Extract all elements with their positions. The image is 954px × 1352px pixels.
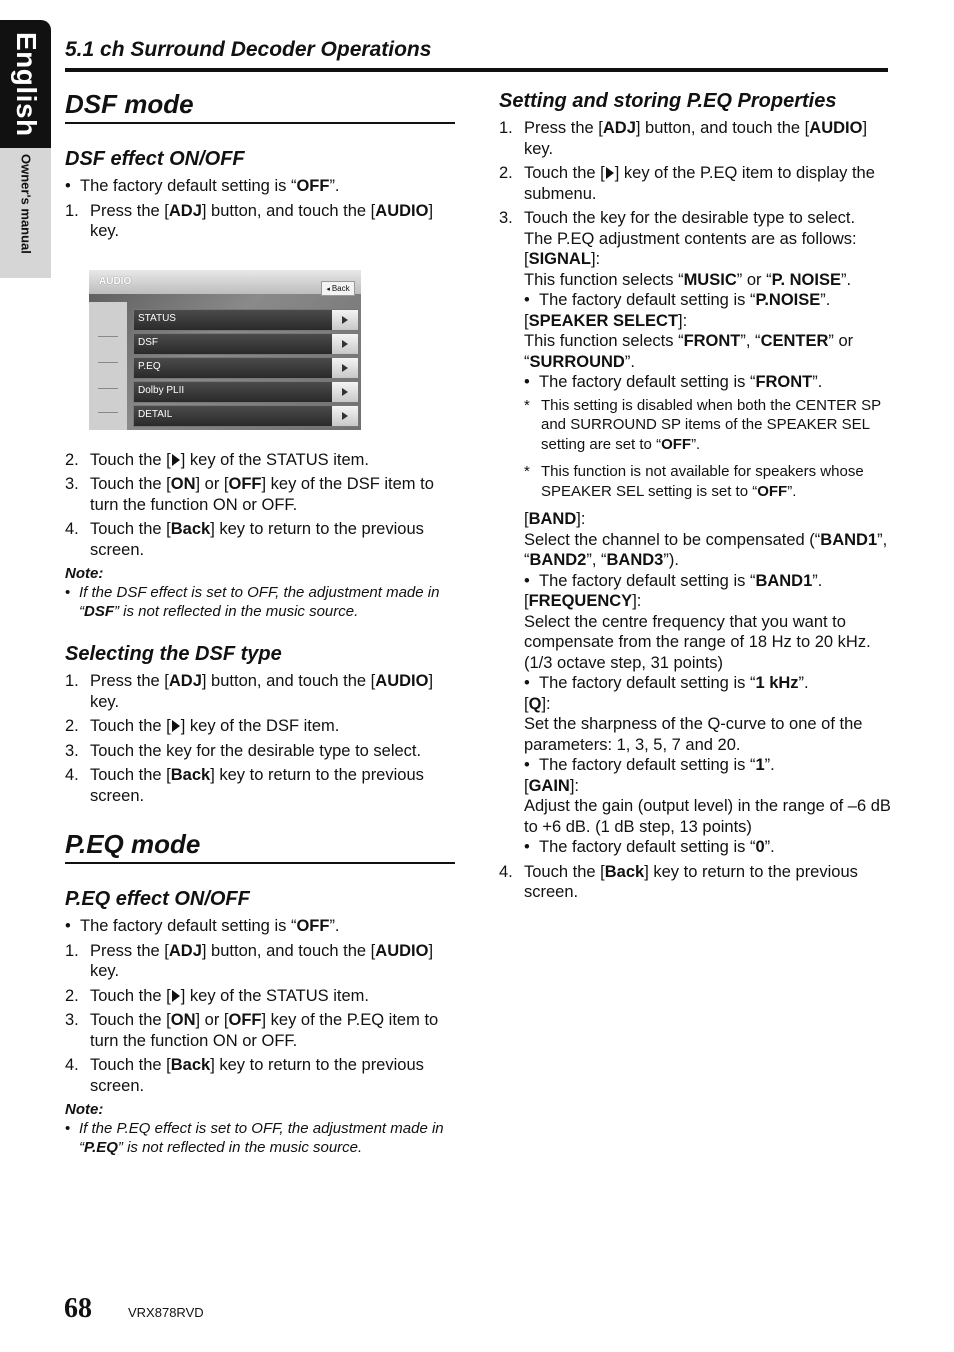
dsf-type-step-1: 1. Press the [ADJ] button, and touch the [AUDIO] key. — [65, 672, 434, 711]
speaker-footnote-2: * This function is not available for speakers whose SPEAKER SEL setting is set to “OFF”. — [524, 463, 864, 500]
peq-note: • If the P.EQ effect is set to OFF, the adjustment made in “P.EQ” is not reflected in the music source. — [65, 1119, 455, 1157]
frequency-default: • The factory default setting is “1 kHz”. — [524, 673, 891, 694]
chevron-right-icon — [332, 310, 358, 330]
peq-effect-step-1: 1. Press the [ADJ] button, and touch the [AUDIO] key. — [65, 941, 434, 980]
dsf-type-step-2: 2. Touch the [ ] key of the DSF item. — [65, 717, 340, 735]
page-number: 68 — [64, 1293, 92, 1324]
section-rule — [65, 68, 888, 72]
q-label: [Q]: — [524, 694, 551, 713]
peq-effect-heading: P.EQ effect ON/OFF — [65, 888, 250, 910]
q-default: • The factory default setting is “1”. — [524, 755, 891, 776]
speaker-label: [SPEAKER SELECT]: — [524, 311, 688, 330]
gain-default: • The factory default setting is “0”. — [524, 837, 891, 858]
frequency-text: Select the centre frequency that you want to compensate from the range of 18 Hz to 20 kHz. (1/3 octave step, 31 points) — [524, 612, 871, 672]
q-text: Set the sharpness of the Q-curve to one of the parameters: 1, 3, 5, 7 and 20. — [524, 715, 863, 754]
side-tab-manual: Owner's manual — [18, 154, 34, 254]
signal-label: [SIGNAL]: — [524, 250, 601, 268]
screenshot-row: DETAIL — [133, 405, 359, 427]
section-heading: 5.1 ch Surround Decoder Operations — [65, 38, 432, 61]
dsf-effect-step-3: 3. Touch the [ON] or [OFF] key of the DSF item to turn the function ON or OFF. — [65, 475, 434, 514]
screenshot-row: DSF — [133, 333, 359, 355]
peq-default-bullet: • The factory default setting is “OFF”. — [65, 916, 455, 937]
peq-mode-title: P.EQ mode — [65, 828, 455, 864]
chevron-right-icon — [332, 406, 358, 426]
frequency-label: [FREQUENCY]: — [524, 592, 642, 610]
screenshot-back-button: ◂ Back — [321, 281, 355, 296]
screenshot-left-panel — [89, 302, 127, 430]
screenshot-row: P.EQ — [133, 357, 359, 379]
play-icon — [606, 167, 614, 179]
storing-step-2: 2. Touch the [ ] key of the P.EQ item to display the submenu. — [499, 164, 875, 203]
dsf-note-label: Note: — [65, 565, 104, 582]
peq-effect-step-4: 4. Touch the [Back] key to return to the previous screen. — [65, 1056, 424, 1095]
peq-storing-heading: Setting and storing P.EQ Properties — [499, 90, 837, 112]
chevron-right-icon — [332, 382, 358, 402]
storing-step-1: 1. Press the [ADJ] button, and touch the [AUDIO] key. — [499, 119, 868, 158]
gain-label: [GAIN]: — [524, 776, 580, 795]
band-text: Select the channel to be compensated (“BAND1”, “BAND2”, “BAND3”). — [524, 530, 888, 569]
audio-menu-screenshot — [89, 270, 361, 430]
right-column — [499, 88, 891, 903]
screenshot-title-bar — [89, 270, 361, 294]
dsf-effect-step-1: 1. Press the [ADJ] button, and touch the [AUDIO] key. — [65, 201, 434, 240]
signal-default: • The factory default setting is “P.NOISE”. — [524, 290, 891, 311]
peq-note-label: Note: — [65, 1101, 104, 1118]
side-tab-language: English — [11, 31, 42, 137]
side-tab — [0, 20, 51, 278]
speaker-default: • The factory default setting is “FRONT”. — [524, 372, 891, 393]
dsf-note: • If the DSF effect is set to OFF, the adjustment made in “DSF” is not reflected in the music source. — [65, 583, 455, 621]
screenshot-row: STATUS — [133, 309, 359, 331]
storing-step-4: 4. Touch the [Back] key to return to the previous screen. — [499, 862, 858, 901]
gain-text: Adjust the gain (output level) in the range of –6 dB to +6 dB. (1 dB step, 13 points) — [524, 797, 891, 836]
dsf-effect-heading: DSF effect ON/OFF — [65, 148, 245, 170]
screenshot-title: AUDIO — [99, 275, 132, 287]
dsf-type-heading: Selecting the DSF type — [65, 643, 282, 665]
speaker-footnote-1: * This setting is disabled when both the CENTER SP and SURROUND SP items of the SPEAKER SEL setting are set to “OFF”. — [524, 396, 881, 453]
chevron-right-icon — [332, 358, 358, 378]
model-number: VRX878RVD — [128, 1305, 204, 1320]
speaker-text: This function selects “FRONT”, “CENTER” or “SURROUND”. — [524, 332, 854, 371]
band-default: • The factory default setting is “BAND1”. — [524, 571, 891, 592]
dsf-type-step-3: 3. Touch the key for the desirable type to select. — [65, 741, 422, 760]
left-column — [65, 88, 455, 1157]
peq-effect-step-2: 2. Touch the [ ] key of the STATUS item. — [65, 986, 370, 1005]
signal-text: This function selects “MUSIC” or “P. NOISE”. — [524, 270, 852, 289]
play-icon — [172, 990, 180, 1002]
band-label: [BAND]: — [524, 510, 586, 528]
dsf-effect-step-2: 2. Touch the [ ] key of the STATUS item. — [65, 450, 370, 469]
storing-step-3: 3. Touch the key for the desirable type to select. The P.EQ adjustment contents are as follows: [SIGNAL]: This function selects “MUSIC” or “P. NOISE”. • The factory default setting is “P.NOISE”. [SPEAKER SELECT]: This function selects “FRONT”, “CENTER” or “SURROUND”. • The factory default setting is “FRONT”. * This setting is disabled when both the CENTER SP and SURROUND SP items of the SPEAKER SEL setting are set to “OFF”. * This function is not available for speakers whose SPEAKER SEL setting is set to “OFF”. [BAND]: Select the channel to be compensated (“BAND1”, “BAND2”, “BAND3”). • The factory default setting is “BAND1”. [FREQUENCY]: Select the centre frequency that you want to compensate from the range of 18 Hz to 20 kHz. (1/3 octave step, 31 points) • The factory default setting is “1 kHz”. [Q]: Set the sharpness of the Q-curve to one of the parameters: 1, 3, 5, 7 and 20. • The factory default setting is “1”. [GAIN]: Adjust the gain (output level) in the range of –6 dB to +6 dB. (1 dB step, 13 points) • The factory default setting is “0”. — [499, 208, 891, 858]
peq-effect-step-3: 3. Touch the [ON] or [OFF] key of the P.EQ item to turn the function ON or OFF. — [65, 1011, 439, 1050]
dsf-effect-step-4: 4. Touch the [Back] key to return to the previous screen. — [65, 520, 424, 559]
play-icon — [172, 720, 180, 732]
dsf-default-bullet: • The factory default setting is “OFF”. — [65, 176, 455, 197]
dsf-mode-title: DSF mode — [65, 88, 455, 124]
play-icon — [172, 454, 180, 466]
dsf-type-step-4: 4. Touch the [Back] key to return to the previous screen. — [65, 766, 424, 805]
screenshot-row: Dolby PLII — [133, 381, 359, 403]
side-tab-language-block — [0, 20, 51, 148]
chevron-right-icon — [332, 334, 358, 354]
